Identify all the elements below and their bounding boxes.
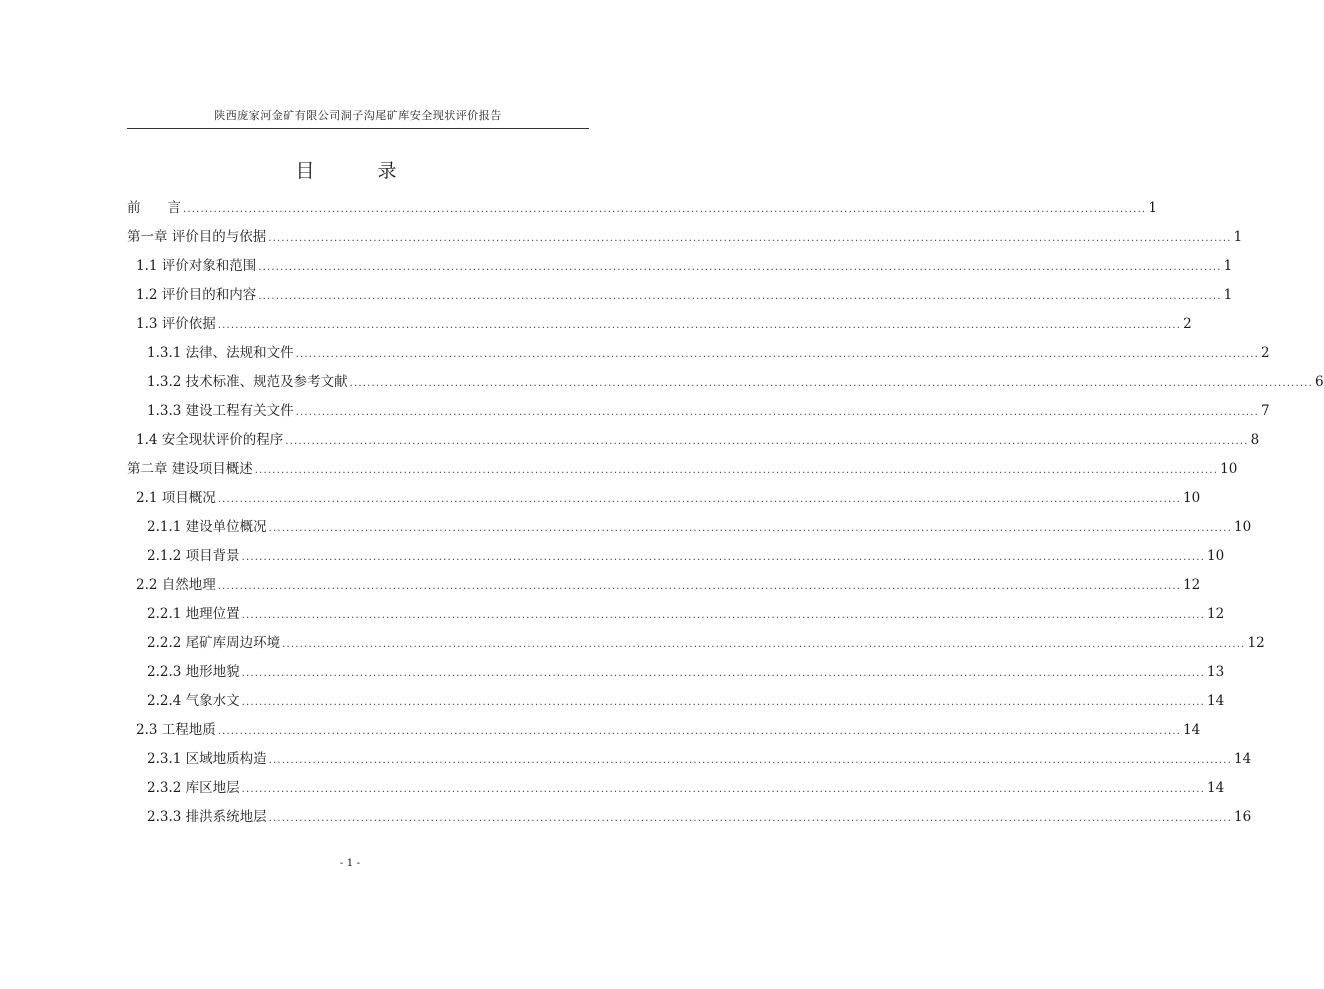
toc-entry-label: 2.2.2 尾矿库周边环境	[147, 635, 281, 651]
toc-entry[interactable]	[127, 513, 1252, 542]
dot-leader: ............................................................................................................................................................................................................................	[268, 813, 1232, 824]
toc-entry-label: 前 言	[127, 200, 181, 216]
toc-entry[interactable]	[127, 803, 1252, 832]
dot-leader: ............................................................................................................................................................................................................................	[241, 697, 1205, 708]
toc-entry[interactable]	[127, 745, 1252, 774]
dot-leader: ............................................................................................................................................................................................................................	[282, 639, 1246, 650]
toc-entry[interactable]	[127, 368, 1324, 397]
toc-entry-page: 12	[1247, 635, 1265, 651]
toc-entry[interactable]	[127, 687, 1225, 716]
toc-entry-page: 14	[1183, 722, 1201, 738]
toc-entry-page: 1	[1148, 200, 1157, 216]
toc-entry-label: 2.2 自然地理	[136, 577, 216, 593]
toc-entry-label: 2.1 项目概况	[136, 490, 216, 506]
toc-entry[interactable]	[127, 426, 1260, 455]
toc-entry[interactable]	[127, 542, 1225, 571]
toc-entry-label: 2.2.4 气象水文	[147, 693, 240, 709]
toc-entry-label: 2.2.1 地理位置	[147, 606, 240, 622]
dot-leader: ............................................................................................................................................................................................................................	[268, 755, 1232, 766]
toc-entry-label: 1.2 评价目的和内容	[136, 287, 257, 303]
dot-leader: ............................................................................................................................................................................................................................	[268, 233, 1232, 244]
toc-entry[interactable]	[127, 658, 1225, 687]
toc-entry[interactable]	[127, 774, 1225, 803]
toc-entry-page: 10	[1220, 461, 1238, 477]
toc-entry-page: 2	[1183, 316, 1192, 332]
dot-leader: ............................................................................................................................................................................................................................	[241, 784, 1205, 795]
dot-leader: ............................................................................................................................................................................................................................	[254, 465, 1219, 476]
toc-entry-label: 2.2.3 地形地貌	[147, 664, 240, 680]
dot-leader: ............................................................................................................................................................................................................................	[183, 204, 1147, 215]
toc-entry-page: 6	[1314, 374, 1324, 390]
toc-entry-label: 2.1.2 项目背景	[147, 548, 240, 564]
dot-leader: ............................................................................................................................................................................................................................	[258, 262, 1222, 273]
toc-entry-page: 16	[1233, 809, 1252, 825]
toc-entry-label: 第一章 评价目的与依据	[127, 229, 267, 245]
dot-leader: ............................................................................................................................................................................................................................	[268, 523, 1232, 534]
toc-entry-page: 12	[1183, 577, 1201, 593]
toc-entry-page: 2	[1260, 345, 1270, 361]
toc-entry-label: 1.3 评价依据	[136, 316, 216, 332]
toc-entry-page: 8	[1250, 432, 1260, 448]
dot-leader: ............................................................................................................................................................................................................................	[258, 291, 1222, 302]
toc-entry-label: 1.3.3 建设工程有关文件	[147, 403, 294, 419]
toc-entry-page: 14	[1233, 751, 1252, 767]
toc-entry[interactable]	[127, 484, 1201, 513]
page-number: - 1 -	[339, 857, 361, 869]
toc-entry[interactable]	[127, 281, 1233, 310]
toc-entry-label: 1.4 安全现状评价的程序	[136, 432, 284, 448]
toc-entry[interactable]	[127, 600, 1225, 629]
dot-leader: ............................................................................................................................................................................................................................	[295, 349, 1259, 360]
toc-entry[interactable]	[127, 571, 1201, 600]
toc-entry[interactable]	[127, 716, 1201, 745]
toc-entry[interactable]	[127, 629, 1265, 658]
toc-entry-page: 10	[1206, 548, 1225, 564]
toc-title: 目 录	[295, 160, 419, 182]
dot-leader: ............................................................................................................................................................................................................................	[241, 552, 1205, 563]
toc-entry-page: 12	[1206, 606, 1225, 622]
toc-entry[interactable]	[127, 339, 1270, 368]
toc-entry-page: 14	[1206, 693, 1225, 709]
toc-entry-page: 7	[1260, 403, 1270, 419]
toc-entry-page: 1	[1223, 258, 1233, 274]
toc-entry-label: 2.3.2 库区地层	[147, 780, 240, 796]
toc-entry-page: 14	[1206, 780, 1225, 796]
dot-leader: ............................................................................................................................................................................................................................	[217, 581, 1182, 592]
toc-entry-page: 13	[1206, 664, 1225, 680]
running-header: 陕西庞家河金矿有限公司洞子沟尾矿库安全现状评价报告	[127, 107, 589, 129]
toc-entry-label: 1.3.1 法律、法规和文件	[147, 345, 294, 361]
toc-entry-label: 2.1.1 建设单位概况	[147, 519, 267, 535]
toc-entry-label: 1.1 评价对象和范围	[136, 258, 257, 274]
toc-entry[interactable]	[127, 223, 1243, 252]
dot-leader: ............................................................................................................................................................................................................................	[295, 407, 1259, 418]
toc-entry-page: 10	[1183, 490, 1201, 506]
toc-entry-label: 1.3.2 技术标准、规范及参考文献	[147, 374, 348, 390]
toc-entry-page: 1	[1223, 287, 1233, 303]
toc-entry[interactable]	[127, 252, 1233, 281]
toc-entry-page: 1	[1233, 229, 1243, 245]
dot-leader: ............................................................................................................................................................................................................................	[349, 378, 1313, 389]
toc-entry-label: 第二章 建设项目概述	[127, 461, 253, 477]
dot-leader: ............................................................................................................................................................................................................................	[217, 726, 1182, 737]
toc-entry-page: 10	[1233, 519, 1252, 535]
dot-leader: ............................................................................................................................................................................................................................	[217, 494, 1182, 505]
dot-leader: ............................................................................................................................................................................................................................	[217, 320, 1182, 331]
dot-leader: ............................................................................................................................................................................................................................	[241, 668, 1205, 679]
toc-entry[interactable]	[127, 397, 1270, 426]
toc-entry[interactable]	[127, 310, 1192, 339]
toc-entry-label: 2.3 工程地质	[136, 722, 216, 738]
toc-entry[interactable]	[127, 194, 1157, 223]
table-of-contents	[127, 194, 1324, 832]
toc-entry-label: 2.3.3 排洪系统地层	[147, 809, 267, 825]
toc-entry[interactable]	[127, 455, 1238, 484]
dot-leader: ............................................................................................................................................................................................................................	[285, 436, 1249, 447]
toc-entry-label: 2.3.1 区域地质构造	[147, 751, 267, 767]
dot-leader: ............................................................................................................................................................................................................................	[241, 610, 1205, 621]
